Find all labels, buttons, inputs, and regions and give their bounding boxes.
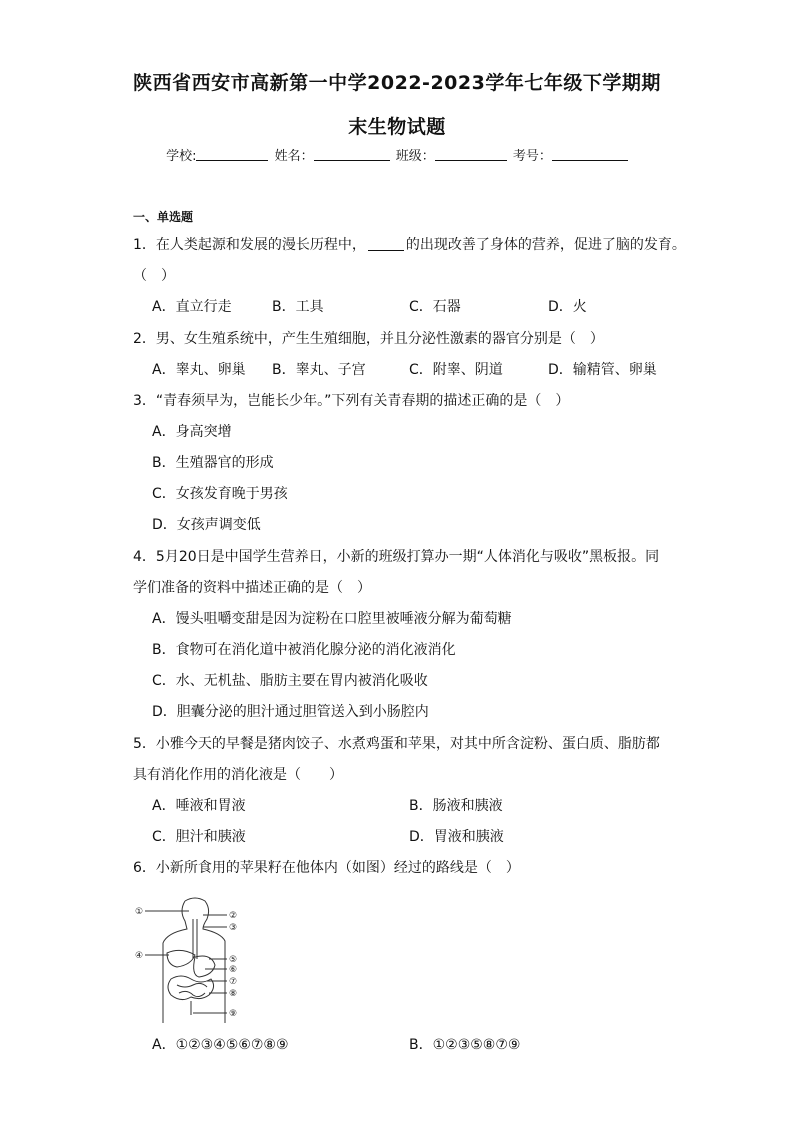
figure-label-2: ② <box>229 911 238 921</box>
question-3-option-a[interactable]: A．身高突增 <box>152 424 232 440</box>
question-4-text-line2: 学们准备的资料中描述正确的是（ ） <box>133 580 371 596</box>
figure-label-5: ⑤ <box>229 955 238 965</box>
body-outline-left <box>163 901 187 1023</box>
question-4-option-c[interactable]: C．水、无机盐、脂肪主要在胃内被消化吸收 <box>152 673 428 689</box>
question-1-text: 1．在人类起源和发展的漫长历程中， 的出现改善了身体的营养，促进了脑的发育。 <box>133 237 686 253</box>
exam-number-blank[interactable] <box>552 148 628 161</box>
name-blank[interactable] <box>314 148 390 161</box>
question-2-option-c[interactable]: C．附睾、阴道 <box>409 362 503 378</box>
school-label: 学校: <box>166 149 197 164</box>
question-6-option-b[interactable]: B．①②③⑤⑧⑦⑨ <box>409 1037 521 1053</box>
question-2-option-d[interactable]: D．输精管、卵巢 <box>548 362 657 378</box>
question-3-option-c[interactable]: C．女孩发育晚于男孩 <box>152 486 288 502</box>
figure-label-8: ⑧ <box>229 989 238 999</box>
exam-title-line1: 陕西省西安市高新第一中学2022-2023学年七年级下学期期 <box>133 72 661 94</box>
liver <box>167 950 195 967</box>
question-2-option-a[interactable]: A．睾丸、卵巢 <box>152 362 246 378</box>
question-2-option-b[interactable]: B．睾丸、子宫 <box>272 362 366 378</box>
question-3-option-d[interactable]: D．女孩声调变低 <box>152 517 261 533</box>
question-4-option-d[interactable]: D．胆囊分泌的胆汁通过胆管送入到小肠腔内 <box>152 704 429 720</box>
class-blank[interactable] <box>435 148 507 161</box>
question-6-text: 6．小新所食用的苹果籽在他体内（如图）经过的路线是（ ） <box>133 860 520 876</box>
exam-number-label: 考号： <box>512 149 552 164</box>
student-info-row <box>0 145 794 164</box>
figure-label-1: ① <box>135 907 144 917</box>
question-2-text: 2．男、女生殖系统中，产生生殖细胞，并且分泌性激素的器官分别是（ ） <box>133 331 604 347</box>
question-1-option-c[interactable]: C．石器 <box>409 299 461 315</box>
question-5-option-a[interactable]: A．唾液和胃液 <box>152 798 246 814</box>
question-1-option-b[interactable]: B．工具 <box>272 299 324 315</box>
question-4-option-a[interactable]: A．馒头咀嚼变甜是因为淀粉在口腔里被唾液分解为葡萄糖 <box>152 611 512 627</box>
question-4-option-b[interactable]: B．食物可在消化道中被消化腺分泌的消化液消化 <box>152 642 456 658</box>
name-label: 姓名： <box>274 149 314 164</box>
question-1-paren: （ ） <box>133 268 175 284</box>
figure-label-3: ③ <box>229 923 238 933</box>
question-1-blank <box>368 236 404 251</box>
question-6-option-a[interactable]: A．①②③④⑤⑥⑦⑧⑨ <box>152 1037 289 1053</box>
question-3-option-b[interactable]: B．生殖器官的形成 <box>152 455 274 471</box>
question-5-option-d[interactable]: D．胃液和胰液 <box>409 829 504 845</box>
figure-label-9: ⑨ <box>229 1009 238 1019</box>
exam-title-line2: 末生物试题 <box>348 116 446 138</box>
section-title: 一、单选题 <box>133 210 194 224</box>
question-1-option-a[interactable]: A．直立行走 <box>152 299 232 315</box>
figure-label-7: ⑦ <box>229 977 238 987</box>
question-5-option-b[interactable]: B．肠液和胰液 <box>409 798 503 814</box>
school-blank[interactable] <box>196 148 268 161</box>
figure-label-4: ④ <box>135 951 144 961</box>
question-3-text: 3．“青春须早为，岂能长少年。”下列有关青春期的描述正确的是（ ） <box>133 393 570 409</box>
question-5-option-c[interactable]: C．胆汁和胰液 <box>152 829 246 845</box>
question-5-text-line1: 5．小雅今天的早餐是猪肉饺子、水煮鸡蛋和苹果，对其中所含淀粉、蛋白质、脂肪都 <box>133 736 660 752</box>
intestines <box>168 976 214 1000</box>
question-5-text-line2: 具有消化作用的消化液是（ ） <box>133 767 343 783</box>
class-label: 班级： <box>395 149 435 164</box>
digestive-system-figure <box>133 893 253 1023</box>
question-1-option-d[interactable]: D．火 <box>548 299 587 315</box>
question-4-text-line1: 4．5月20日是中国学生营养日，小新的班级打算办一期“人体消化与吸收”黑板报。同 <box>133 549 660 565</box>
figure-label-6: ⑥ <box>229 965 238 975</box>
